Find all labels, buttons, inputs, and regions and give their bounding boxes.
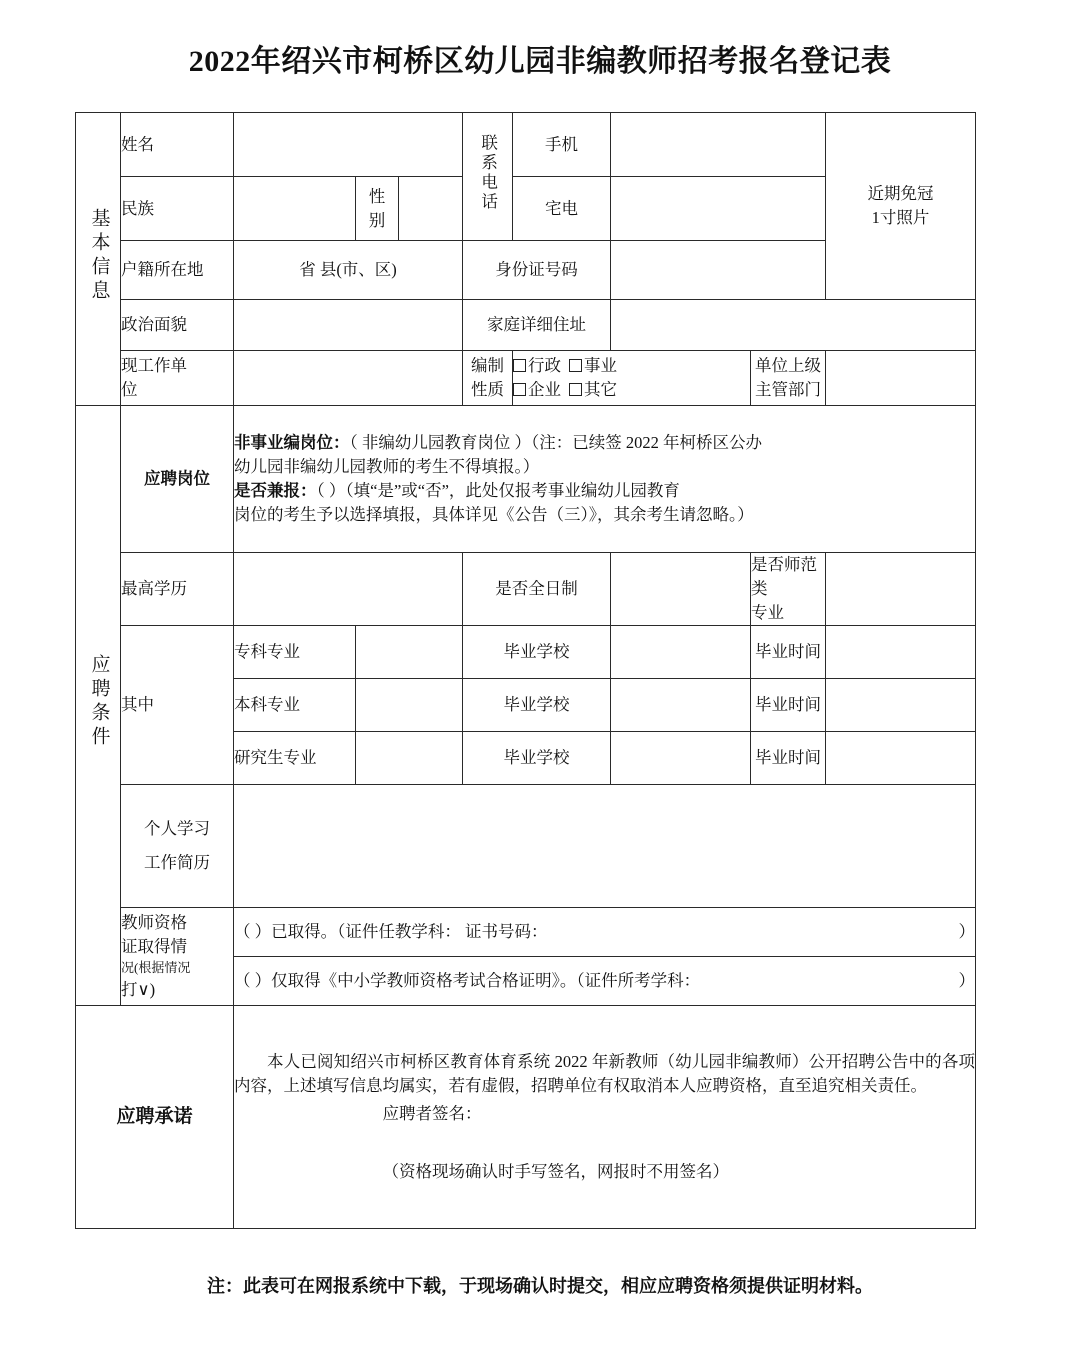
table-row-work-unit <box>76 351 976 406</box>
among-label: 其中 <box>121 625 234 784</box>
table-row-political <box>76 300 976 351</box>
graduate-major-label: 研究生专业 <box>234 731 356 784</box>
graduate-major-field[interactable] <box>356 731 463 784</box>
name-label: 姓名 <box>121 113 234 177</box>
promise-content <box>234 1005 976 1228</box>
section-label-conditions <box>76 406 121 1006</box>
normal-major-field[interactable] <box>826 553 976 626</box>
home-phone-label: 宅电 <box>513 177 611 241</box>
normal-major-label-line1: 是否师范类 <box>751 555 818 598</box>
ethnicity-label: 民族 <box>121 177 234 241</box>
graduate-grad-time-field[interactable] <box>826 731 976 784</box>
checkbox-icon-administrative[interactable] <box>513 359 526 372</box>
work-unit-label: 现工作单 位 <box>121 351 234 406</box>
certificate-option-exam-only[interactable] <box>234 956 976 1005</box>
table-row-college-major <box>76 625 976 678</box>
applied-position-line-3-rest: （ ）（填“是”或“否”，此处仅报考事业编幼儿园教育 <box>316 481 680 500</box>
resume-label <box>121 784 234 907</box>
bachelor-school-field[interactable] <box>611 678 751 731</box>
college-major-label: 专科专业 <box>234 625 356 678</box>
applied-position-line-4: 岗位的考生予以选择填报，具体详见《公告（三）》，其余考生请忽略。） <box>234 504 754 524</box>
page-title: 2022年绍兴市柯桥区幼儿园非编教师招考报名登记表 <box>188 45 892 78</box>
graduate-school-field[interactable] <box>611 731 751 784</box>
home-address-label: 家庭详细住址 <box>463 300 611 351</box>
photo-placeholder[interactable] <box>826 113 976 300</box>
establishment-option-label-1: 事业 <box>584 356 618 376</box>
bachelor-grad-time-field[interactable] <box>826 678 976 731</box>
establishment-option-label-3: 其它 <box>584 380 618 399</box>
establishment-type-label-line1: 编制 <box>471 356 505 376</box>
college-school-field[interactable] <box>611 625 751 678</box>
phone-group-label-text: 联系电话 <box>478 134 498 213</box>
registration-form-table <box>75 112 976 1229</box>
college-grad-time-label: 毕业时间 <box>751 625 826 678</box>
name-field[interactable] <box>234 113 463 177</box>
section-label-basic-info <box>76 113 121 406</box>
home-address-field[interactable] <box>611 300 976 351</box>
applied-position-content[interactable] <box>234 406 976 553</box>
section-label-conditions-text: 应聘条件 <box>88 653 110 750</box>
mobile-label: 手机 <box>513 113 611 177</box>
superior-department-label-line2: 主管部门 <box>755 380 822 399</box>
college-grad-time-field[interactable] <box>826 625 976 678</box>
photo-label-line2: 1寸照片 <box>871 208 930 227</box>
gender-field[interactable] <box>399 177 463 241</box>
certificate-option-obtained[interactable] <box>234 907 976 956</box>
normal-major-label <box>751 553 826 626</box>
footer-note: 注：此表可在网报系统中下载，于现场确认时提交，相应应聘资格须提供证明材料。 <box>207 1276 873 1296</box>
applied-position-line-1-rest: （ 非编幼儿园教育岗位 ）（注：已续签 2022 年柯桥区公办 <box>349 433 762 453</box>
resume-label-line1: 个人学习 <box>144 818 210 838</box>
id-number-field[interactable] <box>611 241 826 300</box>
applied-position-label: 应聘岗位 <box>121 406 234 553</box>
applied-position-line-3-bold: 是否兼报： <box>234 481 317 500</box>
certificate-label-line4: 打∨) <box>121 979 156 999</box>
highest-education-label: 最高学历 <box>121 553 234 626</box>
establishment-type-label-line2: 性质 <box>471 380 505 399</box>
checkbox-icon-institution[interactable] <box>569 359 582 372</box>
establishment-option-row-2 <box>513 378 750 402</box>
political-status-field[interactable] <box>234 300 463 351</box>
normal-major-label-line2: 专业 <box>751 602 785 622</box>
certificate-label <box>121 907 234 1005</box>
certificate-option-exam-only-text: （ ）仅取得《中小学教师资格考试合格证明》。（证件所考学科： <box>234 970 701 990</box>
college-school-label: 毕业学校 <box>463 625 611 678</box>
table-row-promise <box>76 1005 976 1228</box>
resume-label-line2: 工作简历 <box>144 852 210 872</box>
table-row-certificate-obtained <box>76 907 976 956</box>
applied-position-line-1 <box>234 431 975 455</box>
certificate-label-line2: 证取得情 <box>121 936 187 956</box>
establishment-option-row-1 <box>513 354 750 378</box>
household-label: 户籍所在地 <box>121 241 234 300</box>
applied-position-line-1-bold: 非事业编岗位： <box>234 433 350 453</box>
table-row-resume <box>76 784 976 907</box>
section-label-basic-info-text: 基本信息 <box>88 207 110 304</box>
certificate-option-obtained-text: （ ）已取得。（证件任教学科： 证书号码： <box>234 921 548 941</box>
highest-education-field[interactable] <box>234 553 463 626</box>
mobile-field[interactable] <box>611 113 826 177</box>
college-major-field[interactable] <box>356 625 463 678</box>
establishment-option-label-2: 企业 <box>528 380 562 399</box>
work-unit-field[interactable] <box>234 351 463 406</box>
id-number-label: 身份证号码 <box>463 241 611 300</box>
graduate-grad-time-label: 毕业时间 <box>751 731 826 784</box>
photo-label-line1: 近期免冠 <box>867 184 934 204</box>
certificate-label-line3: 况(根据情况 <box>121 959 191 975</box>
establishment-type-options <box>513 351 751 406</box>
checkbox-icon-enterprise[interactable] <box>513 383 526 396</box>
resume-field[interactable] <box>234 784 976 907</box>
bachelor-school-label: 毕业学校 <box>463 678 611 731</box>
home-phone-field[interactable] <box>611 177 826 241</box>
superior-department-label-line1: 单位上级 <box>755 356 822 376</box>
table-row-highest-education <box>76 553 976 626</box>
applied-position-line-3 <box>234 479 975 503</box>
bachelor-major-label: 本科专业 <box>234 678 356 731</box>
bachelor-major-field[interactable] <box>356 678 463 731</box>
political-status-label: 政治面貌 <box>121 300 234 351</box>
table-row-name <box>76 113 976 177</box>
promise-signature-note: （资格现场确认时手写签名，网报时不用签名） <box>382 1161 729 1181</box>
table-row-applied-position <box>76 406 976 553</box>
promise-signature-label[interactable]: 应聘者签名： <box>382 1103 482 1123</box>
checkbox-icon-other[interactable] <box>569 383 582 396</box>
household-field[interactable]: 省 县(市、区) <box>234 241 463 300</box>
certificate-label-line1: 教师资格 <box>121 912 187 932</box>
certificate-option-exam-only-end: ） <box>958 970 976 990</box>
certificate-option-obtained-end: ） <box>958 921 976 941</box>
superior-department-label <box>751 351 826 406</box>
gender-label: 性 别 <box>356 177 399 241</box>
applied-position-line-2: 幼儿园非编幼儿园教师的考生不得填报。） <box>234 457 540 477</box>
superior-department-field[interactable] <box>826 351 976 406</box>
ethnicity-field[interactable] <box>234 177 356 241</box>
bachelor-grad-time-label: 毕业时间 <box>751 678 826 731</box>
establishment-option-label-0: 行政 <box>528 356 562 376</box>
fulltime-field[interactable] <box>611 553 751 626</box>
promise-paragraph: 本人已阅知绍兴市柯桥区教育体育系统 2022 年新教师（幼儿园非编教师）公开招聘公告中的各项内容，上述填写信息均属实，若有虚假，招聘单位有权取消本人应聘资格，直至追究相关责任。 <box>234 1051 976 1095</box>
phone-group-label <box>463 113 513 241</box>
establishment-type-label <box>463 351 513 406</box>
fulltime-label: 是否全日制 <box>463 553 611 626</box>
graduate-school-label: 毕业学校 <box>463 731 611 784</box>
promise-label: 应聘承诺 <box>76 1005 234 1228</box>
